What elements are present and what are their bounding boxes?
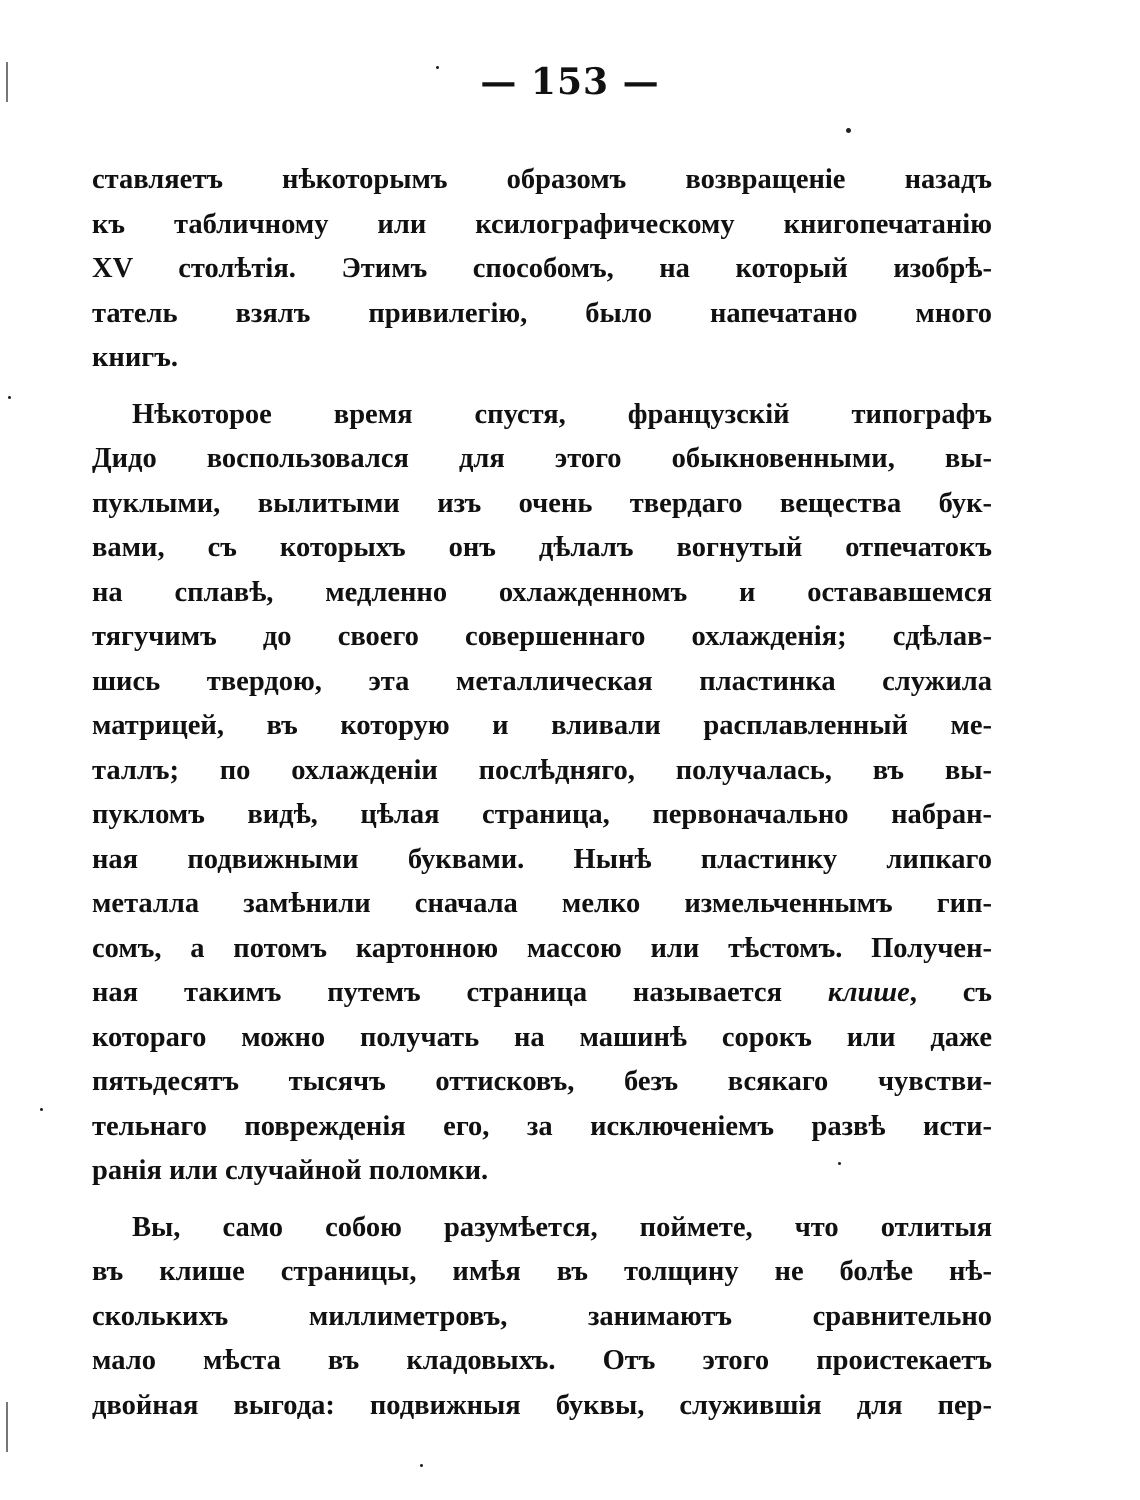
text-line: пуклыми, вылитыми изъ очень твердаго вещества бук- [92, 487, 992, 519]
text-line: таллъ; по охлажденіи послѣдняго, получалась, въ вы- [92, 754, 992, 786]
text-line: котораго можно получать на машинѣ сорокъ или даже [92, 1021, 992, 1053]
text-line: Вы, само собою разумѣется, поймете, что отлитыя [132, 1211, 992, 1243]
text-line: къ табличному или ксилографическому книгопечатанію [92, 208, 992, 240]
scan-speck [838, 1162, 841, 1165]
text-line: ная подвижными буквами. Нынѣ пластинку липкаго [92, 843, 992, 875]
text-line: тягучимъ до своего совершеннаго охлажденія; сдѣлав- [92, 621, 992, 652]
text-line: тельнаго поврежденія его, за исключеніемъ развѣ исти- [92, 1110, 992, 1142]
scan-speck [40, 1108, 43, 1111]
scan-speck [420, 1464, 423, 1467]
text-line: матрицей, въ которую и вливали расплавленный ме- [92, 710, 992, 741]
text-line: татель взялъ привилегію, было напечатано много [92, 297, 992, 329]
text-line: мало мѣста въ кладовыхъ. Отъ этого проистекаетъ [92, 1345, 992, 1376]
text-line: двойная выгода: подвижныя буквы, служившія для пер- [92, 1389, 992, 1421]
text-line: ставляетъ нѣкоторымъ образомъ возвращеніе назадъ [92, 164, 992, 195]
text-line: сколькихъ миллиметровъ, занимаютъ сравнительно [92, 1300, 992, 1332]
scan-edge-mark [6, 1402, 8, 1452]
text-line: XV столѣтія. Этимъ способомъ, на который изобрѣ- [92, 253, 992, 284]
body-text [92, 158, 992, 1440]
text-line: Дидо воспользовался для этого обыкновенными, вы- [92, 443, 992, 474]
paragraph-2 [92, 393, 992, 1194]
scan-speck [436, 66, 439, 69]
text-fragment: , съ [909, 977, 993, 1008]
text-line: книгъ. [92, 342, 178, 373]
text-line: пятьдесятъ тысячъ оттисковъ, безъ всякаго чувстви- [92, 1066, 992, 1097]
paragraph-1 [92, 158, 992, 381]
text-line: шись твердою, эта металлическая пластинка служила [92, 665, 992, 697]
text-line: въ клише страницы, имѣя въ толщину не болѣе нѣ- [92, 1256, 992, 1287]
scan-speck [8, 396, 11, 399]
text-line: Нѣкоторое время спустя, французскій типографъ [132, 398, 992, 430]
text-line: металла замѣнили сначала мелко измельченнымъ гип- [92, 888, 992, 919]
text-line: пукломъ видѣ, цѣлая страница, первоначально набран- [92, 799, 992, 830]
scan-edge-mark [6, 62, 8, 102]
text-line: на сплавѣ, медленно охлажденномъ и остававшемся [92, 576, 992, 608]
text-line: сомъ, а потомъ картонною массою или тѣстомъ. Получен- [92, 932, 992, 964]
emphasis-term: клише [827, 977, 910, 1008]
text-line: вами, съ которыхъ онъ дѣлалъ вогнутый отпечатокъ [92, 532, 992, 563]
text-fragment: ная такимъ путемъ страница называется [92, 977, 783, 1008]
text-line-with-emphasis [92, 971, 992, 1016]
paragraph-3 [92, 1206, 992, 1429]
text-line: ранія или случайной поломки. [92, 1155, 489, 1186]
page-number: — 153 — [480, 61, 660, 103]
scan-speck [846, 128, 851, 133]
